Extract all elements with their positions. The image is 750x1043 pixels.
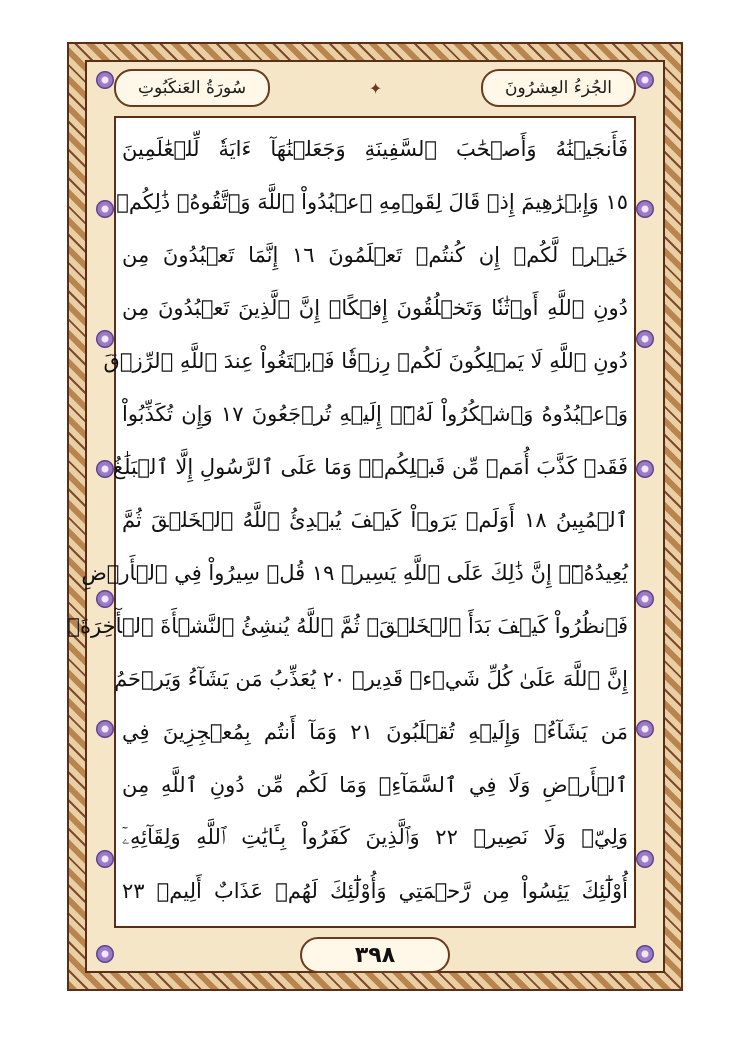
- flower-ornament-icon: [636, 720, 654, 738]
- flower-ornament-icon: [636, 850, 654, 868]
- flower-ornament-icon: [96, 720, 114, 738]
- verse-line-text: فَأَنجَيۡنَٰهُ وَأَصۡحَٰبَ ٱلسَّفِينَةِ وَجَعَلۡنَٰهَآ ءَايَةٗ لِّلۡعَٰلَمِينَ: [122, 136, 628, 161]
- juz-name: الجُزءُ العِشرُونَ: [505, 78, 612, 98]
- verse-line: [122, 493, 628, 546]
- surah-name-label: [114, 69, 270, 107]
- flower-ornament-icon: [636, 460, 654, 478]
- flower-ornament-icon: [636, 330, 654, 348]
- verse-line-text: خَيۡرٞ لَّكُمۡ إِن كُنتُمۡ تَعۡلَمُونَ ١٦ إِنَّمَا تَعۡبُدُونَ مِن: [122, 242, 628, 267]
- verse-line: [116, 175, 628, 228]
- flower-ornament-icon: [96, 460, 114, 478]
- verse-line: [81, 546, 628, 599]
- verse-line-text: أُوْلَٰٓئِكَ يَئِسُواْ مِن رَّحۡمَتِي وَأُوْلَٰٓئِكَ لَهُمۡ عَذَابٌ أَلِيمٞ ٢٣: [122, 878, 628, 903]
- verse-line: [67, 599, 628, 652]
- flower-ornament-icon: [636, 945, 654, 963]
- verse-line-text: إِنَّ ٱللَّهَ عَلَىٰ كُلِّ شَيۡءٖ قَدِيرٞ ٢٠ يُعَذِّبُ مَن يَشَآءُ وَيَرۡحَمُ: [114, 666, 628, 691]
- verse-line: [114, 652, 628, 705]
- flower-ornament-icon: [636, 71, 654, 89]
- verse-line: [122, 758, 628, 811]
- verse-line-text: فَٱنظُرُواْ كَيۡفَ بَدَأَ ٱلۡخَلۡقَۚ ثُمَّ ٱللَّهُ يُنشِئُ ٱلنَّشۡأَةَ ٱلۡأٓخِرَةَۚ: [67, 613, 628, 638]
- juz-name-label: [481, 69, 636, 107]
- flower-ornament-icon: [96, 71, 114, 89]
- header-ornament-icon: ✦: [368, 78, 383, 98]
- flower-ornament-icon: [96, 330, 114, 348]
- verse-line: [122, 228, 628, 281]
- verse-line: [103, 334, 628, 387]
- verse-line-text: فَقَدۡ كَذَّبَ أُمَمٞ مِّن قَبۡلِكُمۡۖ وَمَا عَلَى ٱلرَّسُولِ إِلَّا ٱلۡبَلَٰغُ: [112, 454, 628, 479]
- flower-ornament-icon: [96, 590, 114, 608]
- verse-lines: [67, 122, 629, 920]
- verse-line: [122, 387, 628, 440]
- page-number-box: [300, 937, 450, 973]
- flower-ornament-icon: [96, 850, 114, 868]
- verse-line-text: وَٱعۡبُدُوهُ وَٱشۡكُرُواْ لَهُۥٓۖ إِلَيۡهِ تُرۡجَعُونَ ١٧ وَإِن تُكَذِّبُواْ: [122, 401, 628, 426]
- verse-line-text: ٱلۡمُبِينُ ١٨ أَوَلَمۡ يَرَوۡاْ كَيۡفَ يُبۡدِئُ ٱللَّهُ ٱلۡخَلۡقَ ثُمَّ: [122, 507, 629, 532]
- verse-line: [122, 864, 628, 917]
- verse-line-text: ٱلۡأَرۡضِ وَلَا فِي ٱلسَّمَآءِۖ وَمَا لَكُم مِّن دُونِ ٱللَّهِ مِن: [122, 772, 628, 797]
- verse-line-text: دُونِ ٱللَّهِ لَا يَمۡلِكُونَ لَكُمۡ رِزۡقٗا فَٱبۡتَغُواْ عِندَ ٱللَّهِ ٱلرِّزۡقَ: [103, 348, 628, 373]
- page-header: [114, 66, 636, 110]
- verse-line-text: ١٥ وَإِبۡرَٰهِيمَ إِذۡ قَالَ لِقَوۡمِهِ ٱعۡبُدُواْ ٱللَّهَ وَٱتَّقُوهُۖ ذَٰلِكُمۡ: [116, 189, 628, 214]
- verse-line: [122, 122, 628, 175]
- verse-line-text: دُونِ ٱللَّهِ أَوۡثَٰنٗا وَتَخۡلُقُونَ إِفۡكًاۚ إِنَّ ٱلَّذِينَ تَعۡبُدُونَ مِن: [122, 295, 628, 320]
- flower-ornament-icon: [636, 590, 654, 608]
- page-number: ٣٩٨: [354, 942, 396, 968]
- flower-ornament-icon: [636, 200, 654, 218]
- verse-line: [122, 281, 628, 334]
- flower-ornament-icon: [96, 945, 114, 963]
- verse-line-text: وَلِيّٖ وَلَا نَصِيرٖ ٢٢ وَٱلَّذِينَ كَفَرُواْ بِـَٔايَٰتِ ٱللَّهِ وَلِقَآئِهِۦٓ: [122, 825, 628, 849]
- surah-name: سُورَةُ العَنكَبُوتِ: [138, 78, 247, 98]
- verse-line: [122, 705, 628, 758]
- verse-line-text: مَن يَشَآءُۖ وَإِلَيۡهِ تُقۡلَبُونَ ٢١ وَمَآ أَنتُم بِمُعۡجِزِينَ فِي: [122, 719, 628, 744]
- verse-line: [112, 440, 628, 493]
- flower-ornament-icon: [96, 200, 114, 218]
- verse-line-text: يُعِيدُهُۥٓۚ إِنَّ ذَٰلِكَ عَلَى ٱللَّهِ يَسِيرٞ ١٩ قُلۡ سِيرُواْ فِي ٱلۡأَرۡضِ: [81, 560, 628, 585]
- verse-line: [122, 811, 628, 864]
